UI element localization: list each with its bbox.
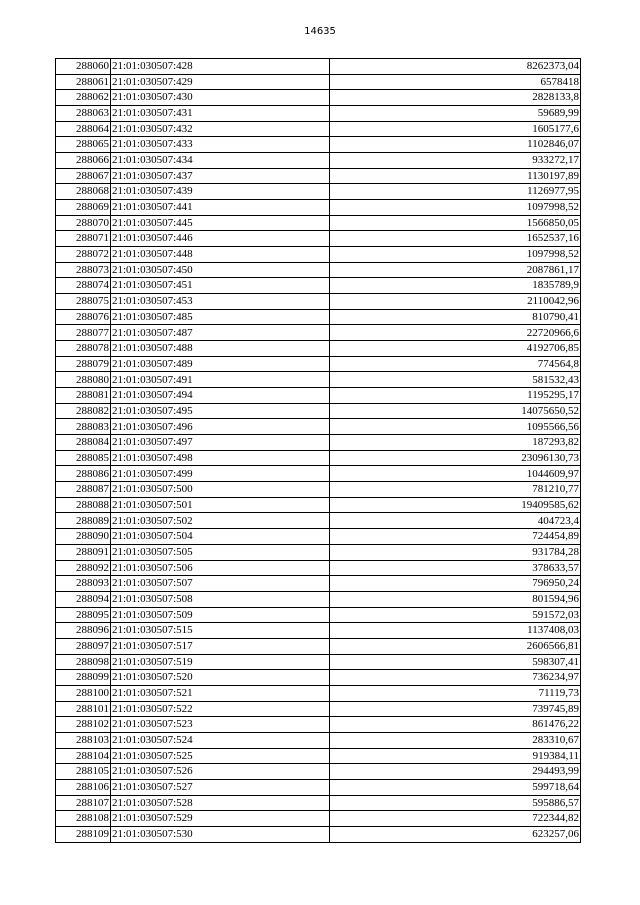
row-number-cell: 288074 <box>56 278 111 294</box>
row-number-cell: 288079 <box>56 356 111 372</box>
cadastral-number-cell: 21:01:030507:507 <box>111 576 330 592</box>
table-row <box>56 435 581 451</box>
table-row <box>56 356 581 372</box>
cadastral-number-cell: 21:01:030507:448 <box>111 247 330 263</box>
cadastral-value-cell: 581532,43 <box>330 372 581 388</box>
cadastral-value-cell: 14075650,52 <box>330 403 581 419</box>
row-number-cell: 288070 <box>56 215 111 231</box>
cadastral-value-cell: 933272,17 <box>330 153 581 169</box>
cadastral-number-cell: 21:01:030507:437 <box>111 168 330 184</box>
row-number-cell: 288065 <box>56 137 111 153</box>
table-row <box>56 341 581 357</box>
cadastral-number-cell: 21:01:030507:430 <box>111 90 330 106</box>
cadastral-value-cell: 2110042,96 <box>330 294 581 310</box>
row-number-cell: 288109 <box>56 826 111 842</box>
row-number-cell: 288095 <box>56 607 111 623</box>
cadastral-number-cell: 21:01:030507:523 <box>111 717 330 733</box>
cadastral-value-cell: 1566850,05 <box>330 215 581 231</box>
cadastral-value-cell: 591572,03 <box>330 607 581 623</box>
table-row <box>56 200 581 216</box>
table-row <box>56 513 581 529</box>
table-row <box>56 278 581 294</box>
table-row <box>56 372 581 388</box>
cadastral-value-cell: 919384,11 <box>330 748 581 764</box>
row-number-cell: 288075 <box>56 294 111 310</box>
cadastral-value-cell: 1097998,52 <box>330 200 581 216</box>
cadastral-value-cell: 59689,99 <box>330 106 581 122</box>
row-number-cell: 288103 <box>56 732 111 748</box>
cadastral-value-cell: 1605177,6 <box>330 121 581 137</box>
cadastral-value-cell: 23096130,73 <box>330 450 581 466</box>
table-row <box>56 59 581 75</box>
table-row <box>56 90 581 106</box>
table-row <box>56 764 581 780</box>
cadastral-number-cell: 21:01:030507:499 <box>111 466 330 482</box>
table-row <box>56 231 581 247</box>
row-number-cell: 288104 <box>56 748 111 764</box>
cadastral-number-cell: 21:01:030507:445 <box>111 215 330 231</box>
table-row <box>56 638 581 654</box>
row-number-cell: 288080 <box>56 372 111 388</box>
cadastral-number-cell: 21:01:030507:488 <box>111 341 330 357</box>
row-number-cell: 288076 <box>56 309 111 325</box>
cadastral-value-cell: 861476,22 <box>330 717 581 733</box>
cadastral-number-cell: 21:01:030507:508 <box>111 591 330 607</box>
table-row <box>56 106 581 122</box>
cadastral-number-cell: 21:01:030507:434 <box>111 153 330 169</box>
cadastral-number-cell: 21:01:030507:496 <box>111 419 330 435</box>
table-row <box>56 482 581 498</box>
cadastral-number-cell: 21:01:030507:428 <box>111 59 330 75</box>
table-row <box>56 732 581 748</box>
cadastral-value-cell: 1126977,95 <box>330 184 581 200</box>
cadastral-value-cell: 1130197,89 <box>330 168 581 184</box>
row-number-cell: 288084 <box>56 435 111 451</box>
cadastral-number-cell: 21:01:030507:519 <box>111 654 330 670</box>
cadastral-value-cell: 736234,97 <box>330 670 581 686</box>
cadastral-number-cell: 21:01:030507:446 <box>111 231 330 247</box>
cadastral-value-cell: 22720966,6 <box>330 325 581 341</box>
table-body <box>56 59 581 843</box>
row-number-cell: 288077 <box>56 325 111 341</box>
cadastral-number-cell: 21:01:030507:527 <box>111 779 330 795</box>
cadastral-number-cell: 21:01:030507:517 <box>111 638 330 654</box>
table-row <box>56 701 581 717</box>
table-row <box>56 623 581 639</box>
cadastral-number-cell: 21:01:030507:432 <box>111 121 330 137</box>
row-number-cell: 288093 <box>56 576 111 592</box>
row-number-cell: 288089 <box>56 513 111 529</box>
cadastral-number-cell: 21:01:030507:487 <box>111 325 330 341</box>
table-row <box>56 184 581 200</box>
table-row <box>56 591 581 607</box>
cadastral-value-cell: 1095566,56 <box>330 419 581 435</box>
table-row <box>56 654 581 670</box>
cadastral-number-cell: 21:01:030507:433 <box>111 137 330 153</box>
cadastral-value-cell: 599718,64 <box>330 779 581 795</box>
cadastral-number-cell: 21:01:030507:524 <box>111 732 330 748</box>
cadastral-value-cell: 598307,41 <box>330 654 581 670</box>
row-number-cell: 288087 <box>56 482 111 498</box>
table-row <box>56 748 581 764</box>
table-row <box>56 247 581 263</box>
cadastral-value-cell: 1835789,9 <box>330 278 581 294</box>
table-row <box>56 826 581 842</box>
cadastral-number-cell: 21:01:030507:529 <box>111 811 330 827</box>
row-number-cell: 288069 <box>56 200 111 216</box>
cadastral-value-cell: 283310,67 <box>330 732 581 748</box>
table-row <box>56 388 581 404</box>
row-number-cell: 288083 <box>56 419 111 435</box>
row-number-cell: 288088 <box>56 497 111 513</box>
table-row <box>56 576 581 592</box>
table-row <box>56 215 581 231</box>
row-number-cell: 288063 <box>56 106 111 122</box>
cadastral-value-cell: 781210,77 <box>330 482 581 498</box>
cadastral-number-cell: 21:01:030507:453 <box>111 294 330 310</box>
table-row <box>56 262 581 278</box>
cadastral-number-cell: 21:01:030507:494 <box>111 388 330 404</box>
table-row <box>56 466 581 482</box>
cadastral-value-cell: 801594,96 <box>330 591 581 607</box>
cadastral-value-cell: 1195295,17 <box>330 388 581 404</box>
row-number-cell: 288086 <box>56 466 111 482</box>
cadastral-value-cell: 1097998,52 <box>330 247 581 263</box>
cadastral-number-cell: 21:01:030507:431 <box>111 106 330 122</box>
cadastral-number-cell: 21:01:030507:491 <box>111 372 330 388</box>
row-number-cell: 288099 <box>56 670 111 686</box>
cadastral-number-cell: 21:01:030507:528 <box>111 795 330 811</box>
cadastral-value-cell: 71119,73 <box>330 685 581 701</box>
cadastral-number-cell: 21:01:030507:450 <box>111 262 330 278</box>
row-number-cell: 288082 <box>56 403 111 419</box>
row-number-cell: 288073 <box>56 262 111 278</box>
cadastral-number-cell: 21:01:030507:506 <box>111 560 330 576</box>
row-number-cell: 288081 <box>56 388 111 404</box>
table-row <box>56 529 581 545</box>
table-row <box>56 168 581 184</box>
cadastral-value-cell: 595886,57 <box>330 795 581 811</box>
table-row <box>56 74 581 90</box>
row-number-cell: 288098 <box>56 654 111 670</box>
table-row <box>56 121 581 137</box>
row-number-cell: 288085 <box>56 450 111 466</box>
table-row <box>56 544 581 560</box>
row-number-cell: 288107 <box>56 795 111 811</box>
cadastral-number-cell: 21:01:030507:515 <box>111 623 330 639</box>
row-number-cell: 288100 <box>56 685 111 701</box>
cadastral-number-cell: 21:01:030507:521 <box>111 685 330 701</box>
cadastral-value-cell: 378633,57 <box>330 560 581 576</box>
row-number-cell: 288067 <box>56 168 111 184</box>
row-number-cell: 288106 <box>56 779 111 795</box>
cadastral-number-cell: 21:01:030507:522 <box>111 701 330 717</box>
cadastral-value-cell: 19409585,62 <box>330 497 581 513</box>
row-number-cell: 288105 <box>56 764 111 780</box>
row-number-cell: 288066 <box>56 153 111 169</box>
row-number-cell: 288078 <box>56 341 111 357</box>
cadastral-value-cell: 1102846,07 <box>330 137 581 153</box>
table-row <box>56 685 581 701</box>
table-row <box>56 607 581 623</box>
table-row <box>56 419 581 435</box>
table-row <box>56 294 581 310</box>
cadastral-value-cell: 774564,8 <box>330 356 581 372</box>
cadastral-number-cell: 21:01:030507:526 <box>111 764 330 780</box>
cadastral-number-cell: 21:01:030507:451 <box>111 278 330 294</box>
cadastral-number-cell: 21:01:030507:495 <box>111 403 330 419</box>
cadastral-number-cell: 21:01:030507:504 <box>111 529 330 545</box>
cadastral-number-cell: 21:01:030507:525 <box>111 748 330 764</box>
cadastral-number-cell: 21:01:030507:497 <box>111 435 330 451</box>
cadastral-number-cell: 21:01:030507:485 <box>111 309 330 325</box>
cadastral-number-cell: 21:01:030507:502 <box>111 513 330 529</box>
table-row <box>56 325 581 341</box>
row-number-cell: 288101 <box>56 701 111 717</box>
row-number-cell: 288060 <box>56 59 111 75</box>
row-number-cell: 288090 <box>56 529 111 545</box>
table-row <box>56 670 581 686</box>
row-number-cell: 288061 <box>56 74 111 90</box>
cadastral-number-cell: 21:01:030507:498 <box>111 450 330 466</box>
row-number-cell: 288097 <box>56 638 111 654</box>
cadastral-value-cell: 810790,41 <box>330 309 581 325</box>
table-row <box>56 811 581 827</box>
cadastral-value-cell: 724454,89 <box>330 529 581 545</box>
cadastral-value-cell: 8262373,04 <box>330 59 581 75</box>
table-row <box>56 779 581 795</box>
cadastral-value-cell: 796950,24 <box>330 576 581 592</box>
table-row <box>56 795 581 811</box>
cadastral-value-cell: 2606566,81 <box>330 638 581 654</box>
cadastral-value-cell: 6578418 <box>330 74 581 90</box>
table-row <box>56 309 581 325</box>
cadastral-value-cell: 294493,99 <box>330 764 581 780</box>
cadastral-value-cell: 931784,28 <box>330 544 581 560</box>
row-number-cell: 288094 <box>56 591 111 607</box>
row-number-cell: 288091 <box>56 544 111 560</box>
row-number-cell: 288072 <box>56 247 111 263</box>
table-row <box>56 497 581 513</box>
cadastral-number-cell: 21:01:030507:439 <box>111 184 330 200</box>
table-row <box>56 403 581 419</box>
cadastral-value-table <box>55 58 581 843</box>
table-row <box>56 153 581 169</box>
cadastral-value-cell: 404723,4 <box>330 513 581 529</box>
cadastral-number-cell: 21:01:030507:501 <box>111 497 330 513</box>
row-number-cell: 288064 <box>56 121 111 137</box>
cadastral-value-cell: 623257,06 <box>330 826 581 842</box>
row-number-cell: 288062 <box>56 90 111 106</box>
table-row <box>56 560 581 576</box>
row-number-cell: 288068 <box>56 184 111 200</box>
cadastral-number-cell: 21:01:030507:505 <box>111 544 330 560</box>
cadastral-value-cell: 2828133,8 <box>330 90 581 106</box>
table-row <box>56 450 581 466</box>
table-row <box>56 137 581 153</box>
cadastral-value-cell: 2087861,17 <box>330 262 581 278</box>
cadastral-number-cell: 21:01:030507:509 <box>111 607 330 623</box>
cadastral-value-cell: 4192706,85 <box>330 341 581 357</box>
cadastral-number-cell: 21:01:030507:530 <box>111 826 330 842</box>
row-number-cell: 288102 <box>56 717 111 733</box>
table-row <box>56 717 581 733</box>
cadastral-value-cell: 187293,82 <box>330 435 581 451</box>
cadastral-number-cell: 21:01:030507:520 <box>111 670 330 686</box>
cadastral-number-cell: 21:01:030507:500 <box>111 482 330 498</box>
row-number-cell: 288096 <box>56 623 111 639</box>
row-number-cell: 288092 <box>56 560 111 576</box>
cadastral-value-cell: 739745,89 <box>330 701 581 717</box>
cadastral-number-cell: 21:01:030507:489 <box>111 356 330 372</box>
row-number-cell: 288108 <box>56 811 111 827</box>
row-number-cell: 288071 <box>56 231 111 247</box>
cadastral-value-cell: 1137408,03 <box>330 623 581 639</box>
cadastral-number-cell: 21:01:030507:429 <box>111 74 330 90</box>
cadastral-number-cell: 21:01:030507:441 <box>111 200 330 216</box>
cadastral-value-cell: 722344,82 <box>330 811 581 827</box>
cadastral-value-cell: 1044609,97 <box>330 466 581 482</box>
cadastral-value-cell: 1652537,16 <box>330 231 581 247</box>
page-number: 14635 <box>304 26 336 37</box>
